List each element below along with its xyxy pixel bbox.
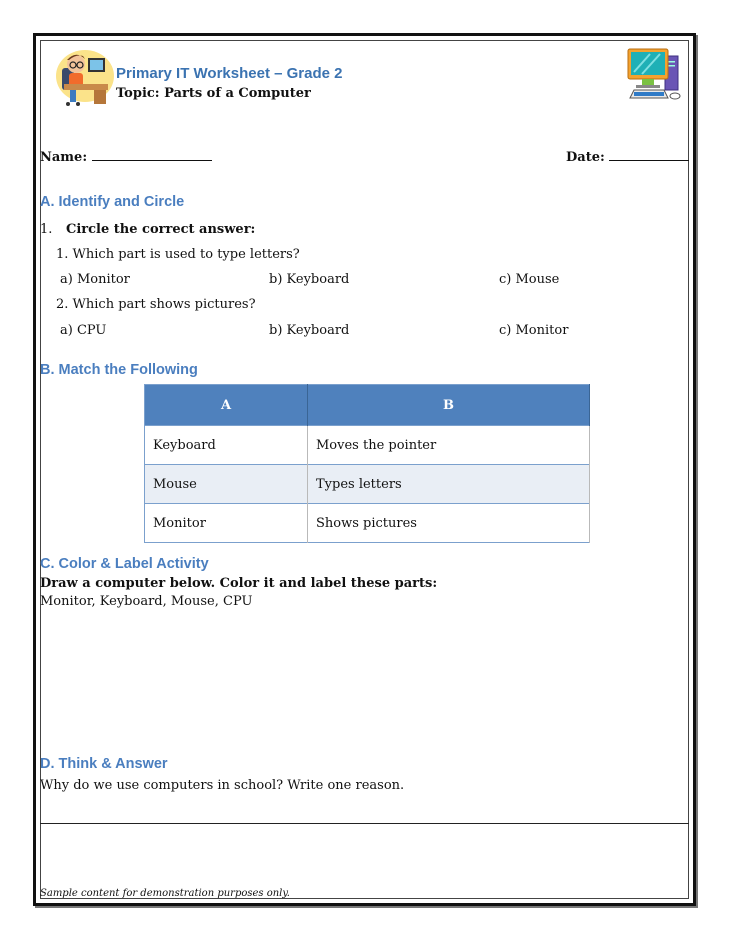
section-b-heading: B. Match the Following [40, 362, 198, 378]
table-header-row [145, 385, 590, 426]
section-d-question: Why do we use computers in school? Write one reason. [40, 778, 405, 793]
cell-a: Monitor [145, 504, 308, 543]
worksheet-title: Primary IT Worksheet – Grade 2 [116, 65, 343, 82]
boy-at-computer-icon [54, 46, 116, 108]
cell-a: Mouse [145, 465, 308, 504]
date-field[interactable] [566, 148, 689, 165]
cell-b: Types letters [308, 465, 590, 504]
worksheet-topic: Topic: Parts of a Computer [116, 86, 311, 101]
worksheet-page [33, 33, 696, 906]
q2-option-b[interactable]: b) Keyboard [269, 323, 350, 338]
footer-note: Sample content for demonstration purposes only. [40, 888, 290, 899]
table-row [145, 465, 590, 504]
drawing-area[interactable] [40, 616, 685, 756]
section-c-instruction: Draw a computer below. Color it and label these parts: [40, 576, 438, 591]
name-field[interactable] [40, 148, 212, 165]
desktop-computer-icon [624, 46, 684, 108]
date-label: Date: [566, 150, 605, 165]
q2-option-c[interactable]: c) Monitor [499, 323, 569, 338]
item-number: 1. [40, 222, 53, 237]
table-row [145, 504, 590, 543]
q2-option-a[interactable]: a) CPU [60, 323, 107, 338]
column-b-header: B [308, 385, 590, 426]
q1-option-a[interactable]: a) Monitor [60, 272, 130, 287]
section-a-heading: A. Identify and Circle [40, 194, 185, 210]
column-a-header: A [145, 385, 308, 426]
q1-option-c[interactable]: c) Mouse [499, 272, 560, 287]
question-2: 2. Which part shows pictures? [56, 297, 256, 312]
section-d-heading: D. Think & Answer [40, 756, 168, 772]
section-a-instruction: Circle the correct answer: [66, 222, 256, 237]
match-table [144, 384, 590, 543]
parts-list: Monitor, Keyboard, Mouse, CPU [40, 594, 253, 609]
answer-line[interactable] [40, 823, 689, 824]
table-row [145, 426, 590, 465]
date-input-line[interactable] [609, 148, 689, 161]
section-c-heading: C. Color & Label Activity [40, 556, 209, 572]
name-input-line[interactable] [92, 148, 212, 161]
cell-b: Moves the pointer [308, 426, 590, 465]
cell-b: Shows pictures [308, 504, 590, 543]
cell-a: Keyboard [145, 426, 308, 465]
question-1: 1. Which part is used to type letters? [56, 247, 300, 262]
q1-option-b[interactable]: b) Keyboard [269, 272, 350, 287]
name-label: Name: [40, 150, 88, 165]
